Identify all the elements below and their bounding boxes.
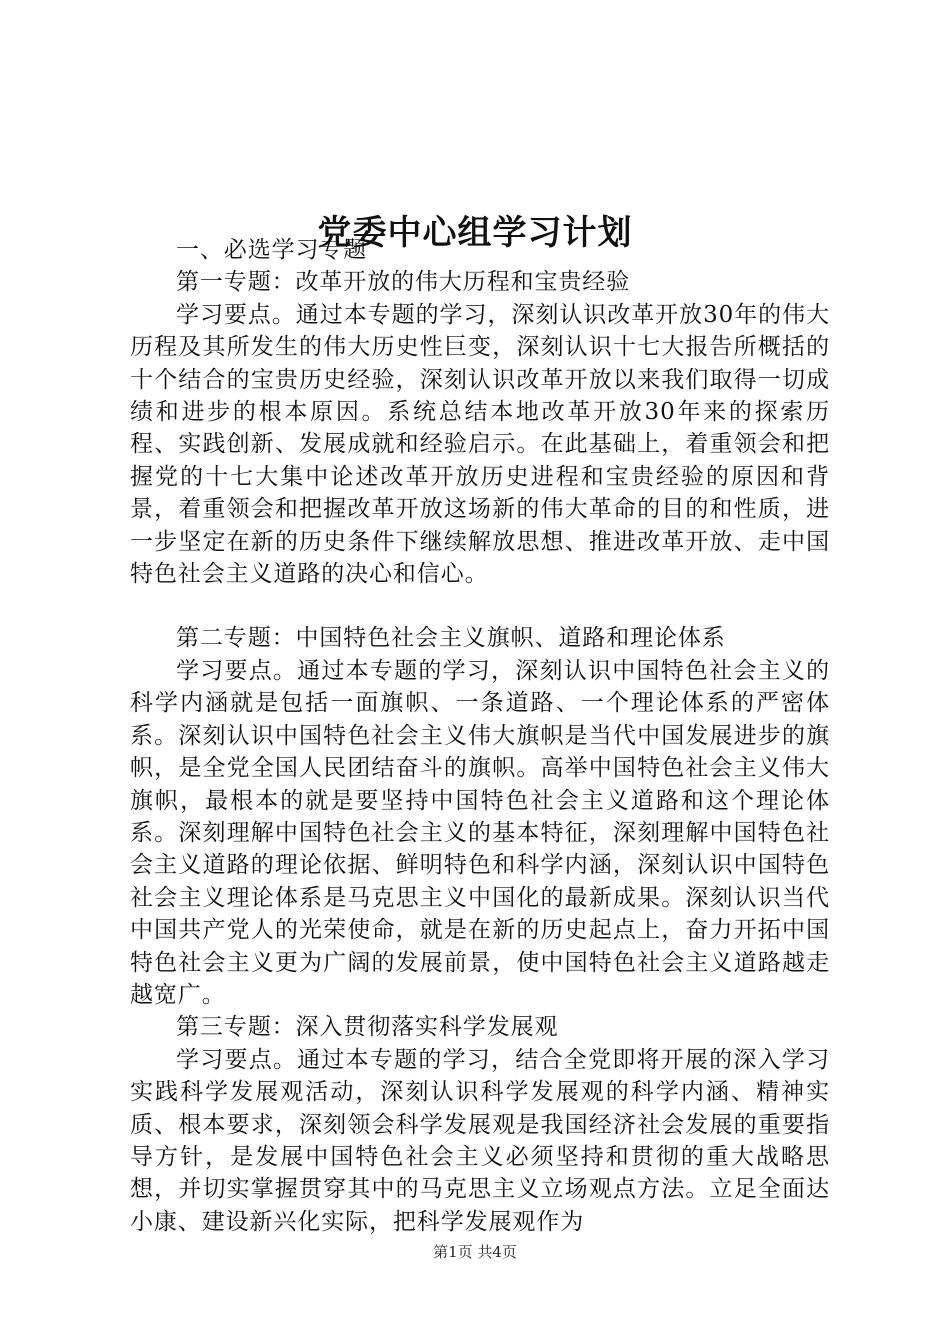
page-footer: 第1页 共4页 — [433, 1243, 517, 1261]
section-heading: 一、必选学习专题 — [176, 237, 368, 263]
topic-heading-2: 第二专题：中国特色社会主义旗帜、道路和理论体系 — [176, 625, 726, 652]
topic-1-paragraph: 学习要点。通过本专题的学习，深刻认识改革开放30年的伟大历程及其所发生的伟大历史性巨变，深刻认识十七大报告所概括的十个结合的宝贵历史经验，深刻认识改革开放以来我们取得一切成绩和进步的根本原因。系统总结本地改革开放30年来的探索历程、实践创新、发展成就和经验启示。在此基础上，着重领会和把握党的十七大集中论述改革开放历史进程和宝贵经验的原因和背景，着重领会和把握改革开放这场新的伟大革命的目的和性质，进一步坚定在新的历史条件下继续解放思想、推进改革开放、走中国特色社会主义道路的决心和信心。 — [130, 301, 830, 588]
topic-heading-1: 第一专题：改革开放的伟大历程和宝贵经验 — [176, 269, 631, 296]
topic-heading-3: 第三专题：深入贯彻落实科学发展观 — [176, 1014, 559, 1041]
topic-3-paragraph: 学习要点。通过本专题的学习，结合全党即将开展的深入学习实践科学发展观活动，深刻认识科学发展观的科学内涵、精神实质、根本要求，深刻领会科学发展观是我国经济社会发展的重要指导方针，是发展中国特色社会主义必须坚持和贯彻的重大战略思想，并切实掌握贯穿其中的马克思主义立场观点方法。立足全面达小康、建设新兴化实际，把科学发展观作为 — [130, 1046, 830, 1235]
topic-2-paragraph: 学习要点。通过本专题的学习，深刻认识中国特色社会主义的科学内涵就是包括一面旗帜、一条道路、一个理论体系的严密体系。深刻认识中国特色社会主义伟大旗帜是当代中国发展进步的旗帜，是全党全国人民团结奋斗的旗帜。高举中国特色社会主义伟大旗帜，最根本的就是要坚持中国特色社会主义道路和这个理论体系。深刻理解中国特色社会主义的基本特征，深刻理解中国特色社会主义道路的理论依据、鲜明特色和科学内涵，深刻认识中国特色社会主义理论体系是马克思主义中国化的最新成果。深刻认识当代中国共产党人的光荣使命，就是在新的历史起点上，奋力开拓中国特色社会主义更为广阔的发展前景，使中国特色社会主义道路越走越宽广。 — [130, 657, 830, 1008]
document-title: 党委中心组学习计划 — [317, 212, 633, 253]
document-body — [130, 234, 830, 1238]
